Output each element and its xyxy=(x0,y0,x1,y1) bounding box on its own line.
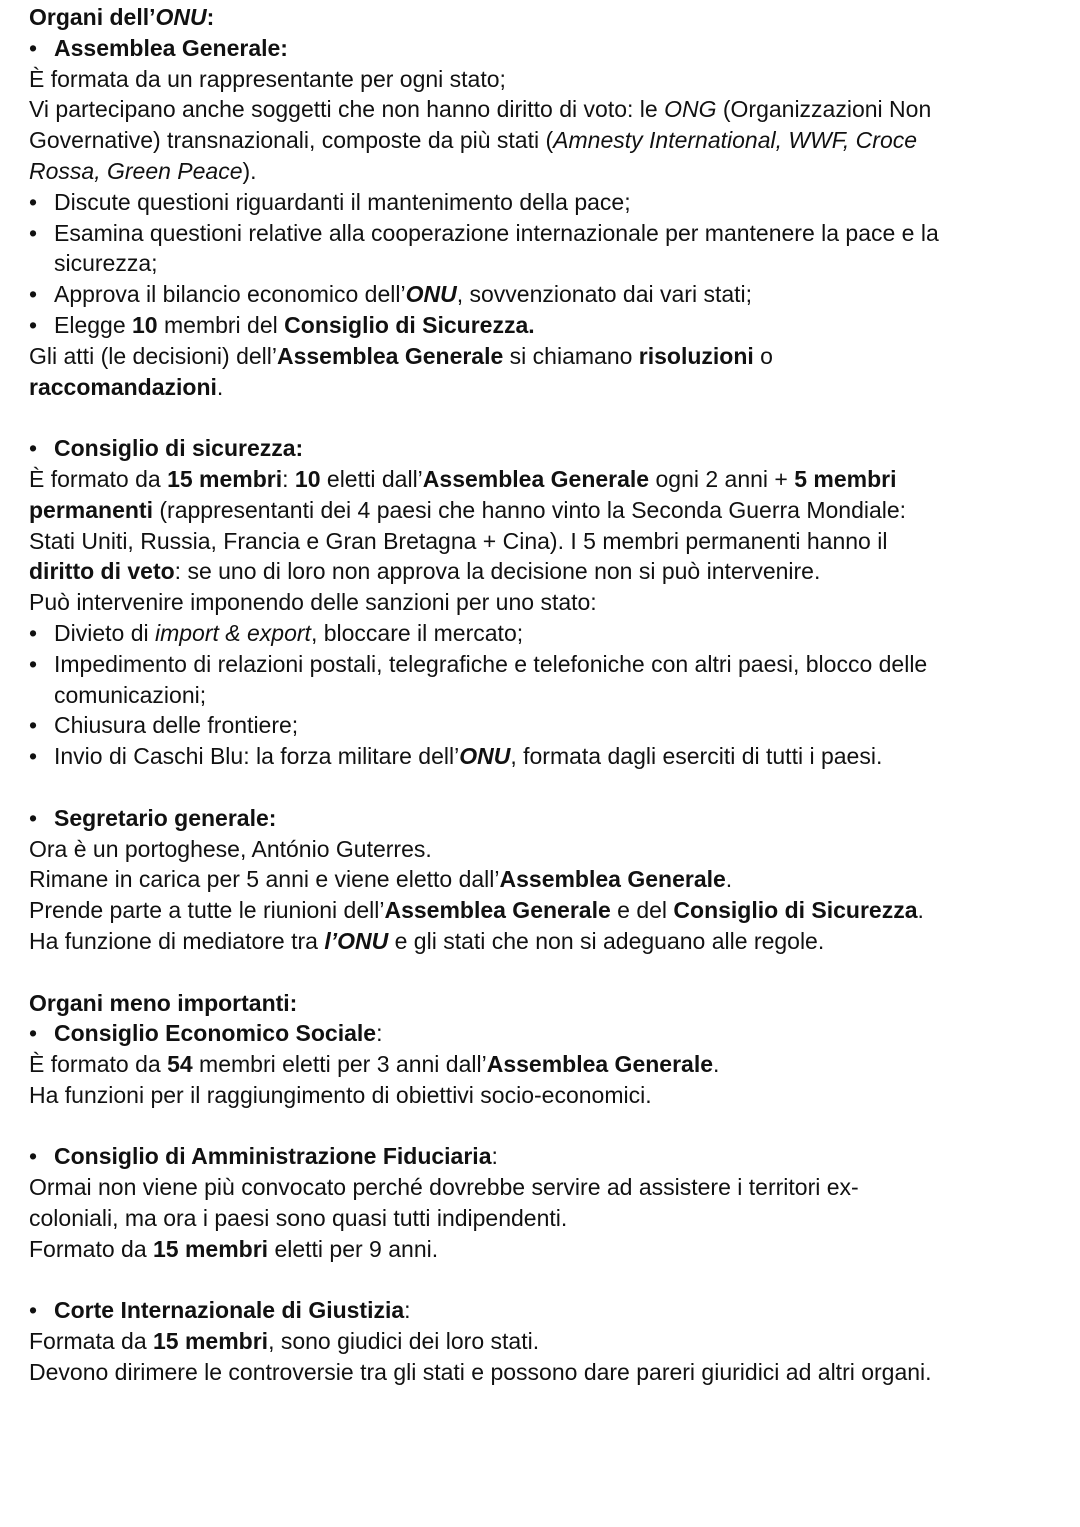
paragraph: diritto di veto: se uno di loro non approva la decisione non si può intervenire. xyxy=(29,558,821,585)
paragraph: Ormai non viene più convocato perché dovrebbe servire ad assistere i territori ex- xyxy=(29,1174,859,1201)
paragraph: Formata da 15 membri, sono giudici dei loro stati. xyxy=(29,1328,540,1355)
list-item: • Elegge 10 membri del Consiglio di Sicurezza. xyxy=(29,311,535,338)
paragraph: Prende parte a tutte le riunioni dell’Assemblea Generale e del Consiglio di Sicurezza. xyxy=(29,897,924,924)
section-heading: • Consiglio di sicurezza: xyxy=(29,435,304,462)
paragraph: Devono dirimere le controversie tra gli stati e possono dare pareri giuridici ad altri organi. xyxy=(29,1359,932,1386)
list-item: • Chiusura delle frontiere; xyxy=(29,712,299,739)
list-item: • Discute questioni riguardanti il mantenimento della pace; xyxy=(29,188,631,215)
document xyxy=(29,2,1059,1388)
paragraph: Governative) transnazionali, composte da più stati (Amnesty International, WWF, Croce xyxy=(29,127,918,154)
paragraph: È formato da 54 membri eletti per 3 anni dall’Assemblea Generale. xyxy=(29,1051,720,1078)
section-segretario-generale xyxy=(29,803,1059,957)
list-item: • Impedimento di relazioni postali, telegrafiche e telefoniche con altri paesi, blocco delle comunicazioni; xyxy=(29,650,928,708)
section-title: Organi meno importanti: xyxy=(29,989,298,1016)
paragraph: Formato da 15 membri eletti per 9 anni. xyxy=(29,1235,439,1262)
paragraph: Rossa, Green Peace). xyxy=(29,157,257,184)
section-heading: • Segretario generale: xyxy=(29,804,277,831)
section-heading: • Consiglio Economico Sociale: xyxy=(29,1020,383,1047)
paragraph: Vi partecipano anche soggetti che non hanno diritto di voto: le ONG (Organizzazioni Non xyxy=(29,96,932,123)
paragraph: Può intervenire imponendo delle sanzioni per uno stato: xyxy=(29,589,597,616)
paragraph: È formata da un rappresentante per ogni stato; xyxy=(29,65,506,92)
paragraph: È formato da 15 membri: 10 eletti dall’Assemblea Generale ogni 2 anni + 5 membri xyxy=(29,465,897,492)
section-consiglio-sicurezza xyxy=(29,433,1059,772)
paragraph: permanenti (rappresentanti dei 4 paesi che hanno vinto la Seconda Guerra Mondiale: xyxy=(29,496,907,523)
list-item: • Approva il bilancio economico dell’ONU, sovvenzionato dai vari stati; xyxy=(29,281,753,308)
section-heading: • Consiglio di Amministrazione Fiduciaria: xyxy=(29,1143,498,1170)
list-item: • Divieto di import & export, bloccare il mercato; xyxy=(29,619,524,646)
page-title: Organi dell’ONU: xyxy=(29,4,215,30)
paragraph: Stati Uniti, Russia, Francia e Gran Bretagna + Cina). I 5 membri permanenti hanno il xyxy=(29,527,888,554)
paragraph: Ora è un portoghese, António Guterres. xyxy=(29,835,432,862)
paragraph: coloniali, ma ora i paesi sono quasi tutti indipendenti. xyxy=(29,1205,568,1232)
paragraph: Ha funzione di mediatore tra l’ONU e gli stati che non si adeguano alle regole. xyxy=(29,927,825,954)
section-heading: • Corte Internazionale di Giustizia: xyxy=(29,1297,411,1324)
list-item: • Invio di Caschi Blu: la forza militare dell’ONU, formata dagli eserciti di tutti i paesi. xyxy=(29,743,883,770)
paragraph: Ha funzioni per il raggiungimento di obiettivi socio-economici. xyxy=(29,1081,652,1108)
paragraph: Rimane in carica per 5 anni e viene eletto dall’Assemblea Generale. xyxy=(29,866,733,893)
section-assemblea-generale xyxy=(29,33,1059,403)
paragraph: Gli atti (le decisioni) dell’Assemblea Generale si chiamano risoluzioni o xyxy=(29,342,773,369)
section-heading: • Assemblea Generale: xyxy=(29,34,288,61)
list-item: • Esamina questioni relative alla cooperazione internazionale per mantenere la pace e la sicurezza; xyxy=(29,219,939,277)
paragraph: raccomandazioni. xyxy=(29,373,224,400)
section-organi-minori xyxy=(29,988,1059,1388)
